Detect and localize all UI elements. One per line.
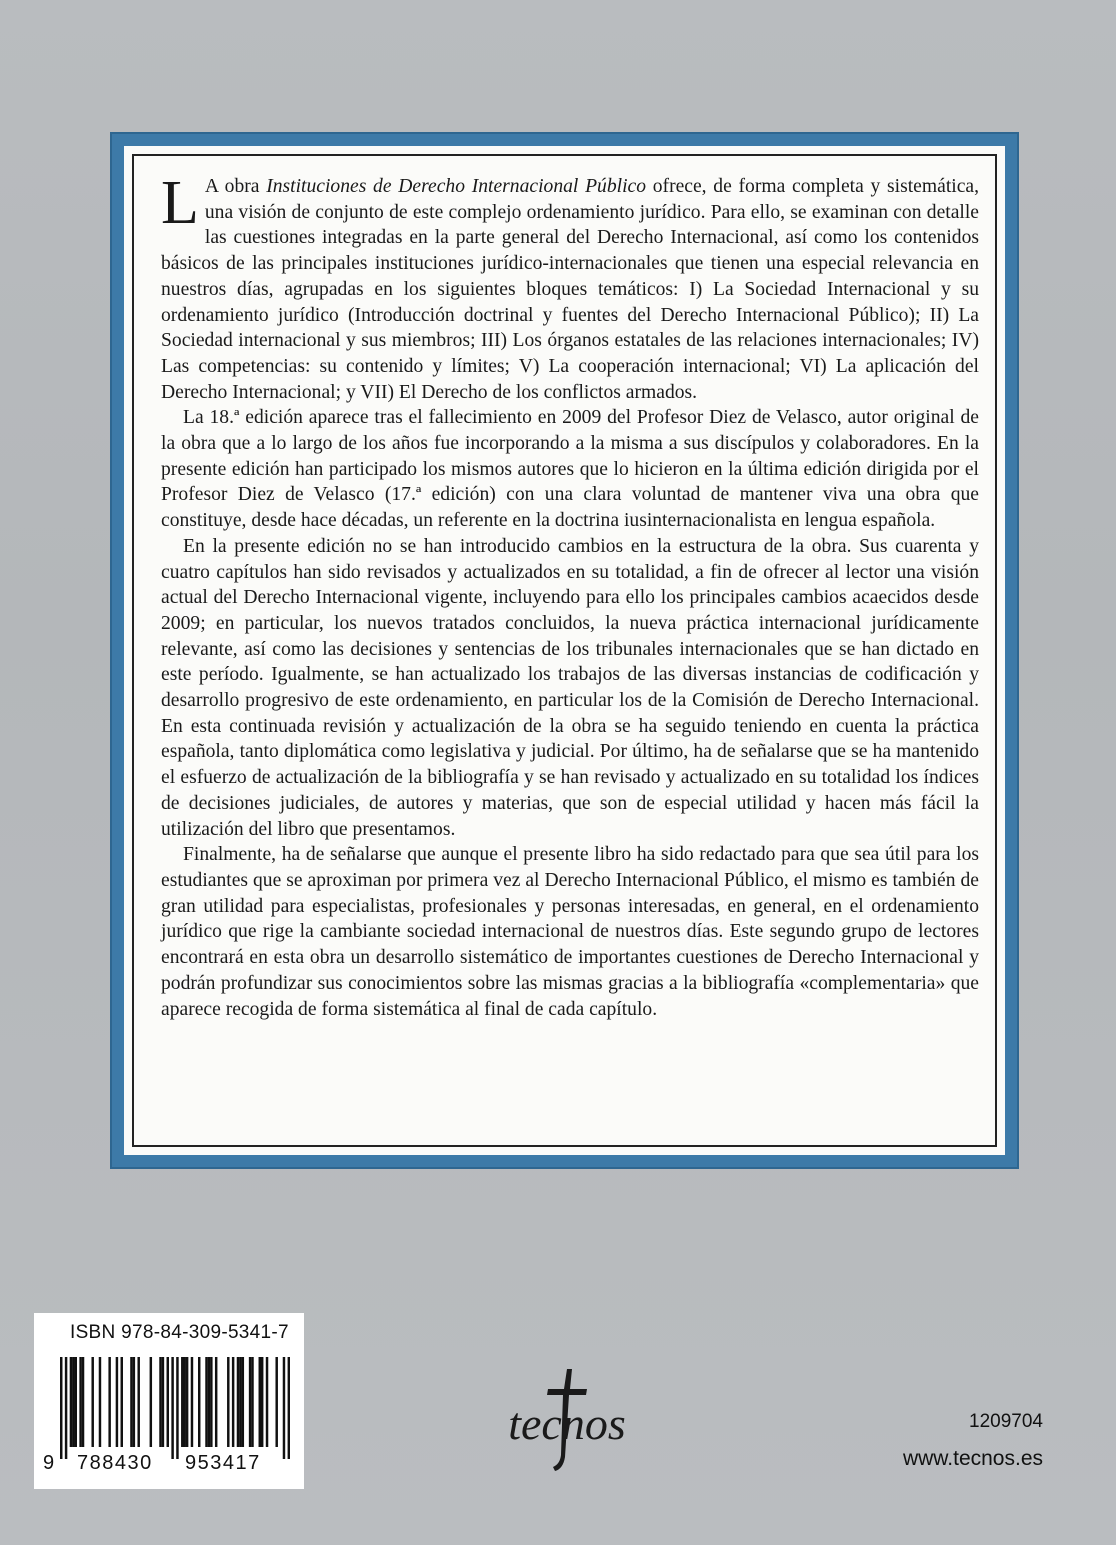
barcode-bar [116, 1357, 118, 1447]
barcode-bar [130, 1357, 132, 1447]
barcode-bar [251, 1357, 253, 1447]
barcode-bar [70, 1357, 72, 1447]
barcode-bar [79, 1357, 81, 1447]
barcode-bar [75, 1357, 77, 1447]
isbn-number: ISBN 978-84-309-5341-7 [70, 1322, 289, 1343]
barcode-bar [208, 1357, 210, 1447]
barcode-bar [239, 1357, 241, 1447]
barcode-bar [91, 1357, 93, 1447]
barcode-bar [275, 1357, 277, 1447]
barcode-bar [261, 1357, 263, 1447]
paragraph-1-body: ofrece, de forma completa y sistemática, una visión de conjunto de este complejo ordenamiento jurídico. Para ello, se examinan con detalle las cuestiones integradas en la parte general del Derecho Internacional, así como los contenidos básicos de las principales instituciones jurídico-internacionales que tienen una especial relevancia en nuestros días, agrupadas en los siguientes bloques temáticos: I) La Sociedad Internacional y su ordenamiento jurídico (Introducción doctrinal y fuentes del Derecho Internacional Público); II) La Sociedad internacional y sus miembros; III) Los órganos estatales de las relaciones internacionales; IV) Las competencias: su contenido y límites; V) La cooperación internacional; VI) La aplicación del Derecho Internacional; y VII) El Derecho de los conflictos armados. [161, 176, 979, 403]
barcode-icon [60, 1357, 290, 1459]
barcode-digits [34, 1451, 304, 1481]
barcode-bar [227, 1357, 229, 1447]
paragraph-3: En la presente edición no se han introducido cambios en la estructura de la obra. Sus cuarenta y cuatro capítulos han sido revisados y actualizados en su totalidad, a fin de ofrecer al lector una visión actual del Derecho Internacional vigente, incluyendo para ello los principales cambios acaecidos desde 2009; en particular, los nuevos tratados concluidos, la nueva práctica internacional jurídicamente relevante, así como las decisiones y sentencias de los tribunales internacionales que se han dictado en este período. Igualmente, se han actualizado los trabajos de las diversas instancias de codificación y desarrollo progresivo de este ordenamiento, en particular los de la Comisión de Derecho Internacional. En esta continuada revisión y actualización de la obra se ha seguido teniendo en cuenta la práctica española, tanto diplomática como legislativa y judicial. Por último, ha de señalarse que se ha mantenido el esfuerzo de actualización de la bibliografía y se han revisado y actualizado en su totalidad los índices de decisiones judiciales, de autores y materias, que son de especial utilidad y hacen más fácil la utilización del libro que presentamos. [161, 535, 979, 840]
tecnos-logo-text: tecnos [508, 1398, 626, 1449]
barcode-bar [259, 1357, 261, 1447]
description-frame [110, 132, 1019, 1169]
barcode-bar [162, 1357, 164, 1447]
description-panel [124, 146, 1005, 1155]
barcode-bar [137, 1357, 139, 1447]
barcode-digits-right: 953417 [185, 1452, 261, 1474]
back-cover-text [161, 169, 979, 1022]
paragraph-2: La 18.ª edición aparece tras el fallecimiento en 2009 del Profesor Diez de Velasco, autor original de la obra que a lo largo de los años fue incorporando a la misma a sus discípulos y colaboradores. En la presente edición han participado los mismos autores que lo hicieron en la última edición dirigida por el Profesor Diez de Velasco (17.ª edición) con una clara voluntad de mantener viva una obra que constituye, desde hace décadas, un referente en la doctrina iusinternacionalista en lengua española. [161, 407, 979, 532]
barcode-bar [171, 1357, 173, 1459]
isbn-barcode-panel [34, 1313, 304, 1489]
description-inner-border [132, 154, 997, 1147]
barcode-bar [237, 1357, 239, 1447]
barcode-bar [108, 1357, 110, 1447]
barcode-bar [159, 1357, 161, 1447]
barcode-bar [198, 1357, 200, 1447]
tecnos-logo [497, 1367, 637, 1477]
barcode-bar [99, 1357, 101, 1447]
barcode-bar [72, 1357, 74, 1447]
barcode-bar [60, 1357, 62, 1459]
barcode-digit-first: 9 [43, 1452, 55, 1474]
paragraph-1 [161, 169, 979, 405]
barcode-bar [186, 1357, 188, 1447]
barcode-digits-left: 788430 [77, 1452, 153, 1474]
barcode-bar [191, 1357, 193, 1447]
barcode-bar [82, 1357, 84, 1447]
barcode-bar [121, 1357, 123, 1447]
barcode-bar [249, 1357, 251, 1447]
barcode-bar [133, 1357, 135, 1447]
barcode-bar [176, 1357, 178, 1459]
barcode-bar [215, 1357, 217, 1447]
barcode-bar [210, 1357, 212, 1447]
barcode-bar [266, 1357, 268, 1447]
paragraph-1-lead: A obra [204, 176, 267, 197]
tecnos-logo-icon [497, 1367, 637, 1477]
book-title: Instituciones de Derecho Internacional Público [266, 176, 647, 197]
barcode-bar [181, 1357, 183, 1447]
barcode-bar [150, 1357, 152, 1447]
publisher-url: www.tecnos.es [902, 1447, 1043, 1470]
barcode-bar [205, 1357, 207, 1447]
barcode-bar [283, 1357, 285, 1459]
barcode-bar [232, 1357, 234, 1447]
barcode-bar [167, 1357, 169, 1447]
barcode-bar [65, 1357, 67, 1459]
drop-cap: L [161, 169, 199, 237]
publisher-code: 1209704 [969, 1411, 1043, 1432]
barcode-bar [242, 1357, 244, 1447]
paragraph-4: Finalmente, ha de señalarse que aunque el presente libro ha sido redactado para que sea útil para los estudiantes que se aproximan por primera vez al Derecho Internacional Público, el mismo es también de gran utilidad para especialistas, profesionales y personas interesadas, en general, en el ordenamiento jurídico que rige la cambiante sociedad internacional de nuestros días. Este segundo grupo de lectores encontrará en esta obra un desarrollo sistemático de importantes cuestiones de Derecho Internacional y podrán profundizar sus conocimientos sobre las mismas gracias a la bibliografía «complementaria» que aparece recogida de forma sistemática al final de cada capítulo. [161, 844, 979, 1020]
barcode-bar [183, 1357, 185, 1447]
barcode-bar [288, 1357, 290, 1459]
